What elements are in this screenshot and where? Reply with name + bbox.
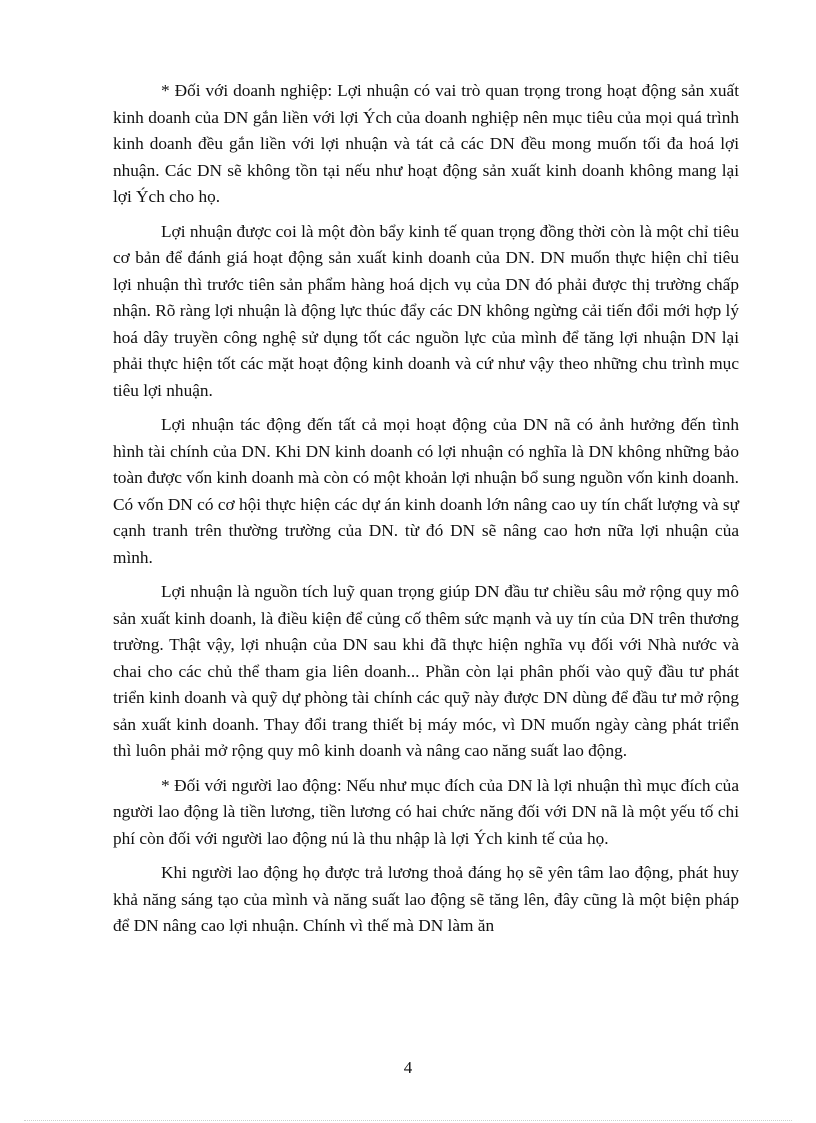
paragraph-economic-lever: Lợi nhuận được coi là một đòn bẩy kinh tế quan trọng đồng thời còn là một chỉ tiêu cơ bản để đánh giá hoạt động sản xuất kinh doanh của DN. DN muốn thực hiện chỉ tiêu lợi nhuận thì trước tiên sản phẩm hàng hoá dịch vụ của DN đó phải được thị trường chấp nhận. Rõ ràng lợi nhuận là động lực thúc đẩy các DN không ngừng cải tiến đổi mới hợp lý hoá dây truyền công nghệ sử dụng tốt các nguồn lực của mình để tăng lợi nhuận DN lại phải thực hiện tốt các mặt hoạt động kinh doanh và cứ như vậy theo những chu trình mục tiêu lợi nhuận. bbox=[113, 221, 739, 400]
page-edge-divider bbox=[24, 1120, 792, 1121]
document-body bbox=[113, 78, 739, 948]
paragraph-business-role: * Đối với doanh nghiệp: Lợi nhuận có vai trò quan trọng trong hoạt động sản xuất kinh doanh của DN gắn liền với lợi Ých của doanh nghiệp nên mục tiêu của mọi quá trình kinh doanh đều gắn liền với lợi nhuận và tát cả các DN đều mong muốn tối đa hoá lợi nhuận. Các DN sẽ không tồn tại nếu như hoạt động sản xuất kinh doanh không mang lại lợi Ých cho họ. bbox=[113, 81, 739, 206]
paragraph-workers: * Đối với người lao động: Nếu như mục đích của DN là lợi nhuận thì mục đích của người lao động là tiền lương, tiền lương có hai chức năng đối với DN nã là một yếu tố chi phí còn đối với người lao động nú là thu nhập là lợi Ých kinh tế của họ. bbox=[113, 775, 739, 848]
paragraph-wages: Khi người lao động họ được trả lương thoả đáng họ sẽ yên tâm lao động, phát huy khả năng sáng tạo của mình và năng suất lao động sẽ tăng lên, đây cũng là một biện pháp để DN nâng cao lợi nhuận. Chính vì thế mà DN làm ăn bbox=[113, 863, 739, 935]
page-number: 4 bbox=[403, 1058, 413, 1077]
paragraph-accumulation: Lợi nhuận là nguồn tích luỹ quan trọng giúp DN đầu tư chiều sâu mở rộng quy mô sản xuất kinh doanh, là điều kiện để củng cố thêm sức mạnh và uy tín của DN trên thương trường. Thật vậy, lợi nhuận của DN sau khi đã thực hiện nghĩa vụ đối với Nhà nước và chai cho các chủ thể tham gia liên doanh... Phần còn lại phân phối vào quỹ đầu tư phát triển kinh doanh và quỹ dự phòng tài chính các quỹ này được DN dùng để đầu tư mở rộng sản xuất kinh doanh. Thay đổi trang thiết bị máy móc, vì DN muốn ngày càng phát triển thì luôn phải mở rộng quy mô kinh doanh và nâng cao năng suất lao động. bbox=[113, 582, 739, 760]
paragraph-financial-impact: Lợi nhuận tác động đến tất cả mọi hoạt động của DN nã có ảnh hưởng đến tình hình tài chính của DN. Khi DN kinh doanh có lợi nhuận có nghĩa là DN không những bảo toàn được vốn kinh doanh mà còn có một khoản lợi nhuận bổ sung nguồn vốn kinh doanh. Có vốn DN có cơ hội thực hiện các dự án kinh doanh lớn nâng cao uy tín chất lượng và sự cạnh tranh trên thường trường của DN. từ đó DN sẽ nâng cao hơn nữa lợi nhuận của mình. bbox=[113, 415, 739, 567]
